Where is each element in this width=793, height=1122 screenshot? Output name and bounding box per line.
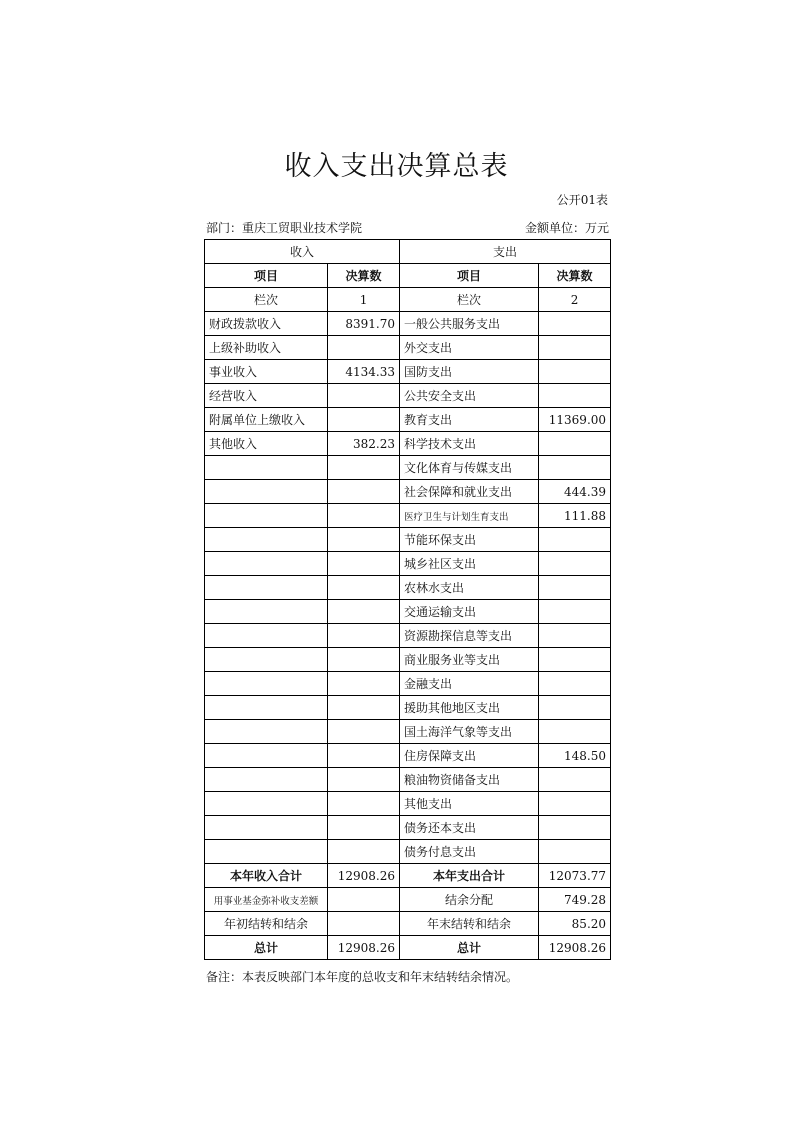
begin-balance-label: 年初结转和结余 — [205, 912, 328, 936]
surplus-dist-value: 749.28 — [539, 888, 611, 912]
income-item-cell — [205, 816, 328, 840]
expense-col-number: 2 — [539, 288, 611, 312]
income-amount-cell — [328, 504, 400, 528]
table-row — [205, 720, 611, 744]
table-row — [205, 648, 611, 672]
expense-item-cell: 债务还本支出 — [400, 816, 539, 840]
expense-amount-cell: 11369.00 — [539, 408, 611, 432]
income-header: 收入 — [205, 240, 400, 264]
expense-amount-cell — [539, 600, 611, 624]
income-total-value: 12908.26 — [328, 864, 400, 888]
expense-col-label: 栏次 — [400, 288, 539, 312]
unit-label: 金额单位：万元 — [524, 221, 609, 235]
income-amount-cell: 8391.70 — [328, 312, 400, 336]
budget-table — [204, 239, 611, 960]
table-row — [205, 504, 611, 528]
income-item-cell — [205, 576, 328, 600]
table-row — [205, 480, 611, 504]
expense-item-cell: 援助其他地区支出 — [400, 696, 539, 720]
income-item-header: 项目 — [205, 264, 328, 288]
expense-item-cell: 文化体育与传媒支出 — [400, 456, 539, 480]
income-amount-cell — [328, 648, 400, 672]
table-row — [205, 360, 611, 384]
expense-amount-cell — [539, 816, 611, 840]
department-label: 部门：重庆工贸职业技术学院 — [206, 221, 363, 235]
expense-item-cell: 节能环保支出 — [400, 528, 539, 552]
grand-total-row — [205, 936, 611, 960]
fund-gap-label: 用事业基金弥补收支差额 — [205, 888, 328, 912]
income-item-cell — [205, 528, 328, 552]
income-amount-cell — [328, 624, 400, 648]
fund-gap-row — [205, 888, 611, 912]
income-amount-cell — [328, 456, 400, 480]
table-row — [205, 840, 611, 864]
income-amount-cell — [328, 528, 400, 552]
income-item-cell — [205, 672, 328, 696]
table-row — [205, 528, 611, 552]
income-item-cell — [205, 744, 328, 768]
income-item-cell: 上级补助收入 — [205, 336, 328, 360]
table-row — [205, 672, 611, 696]
expense-item-cell: 其他支出 — [400, 792, 539, 816]
table-row — [205, 384, 611, 408]
income-amount-cell: 4134.33 — [328, 360, 400, 384]
income-amount-cell — [328, 768, 400, 792]
table-row — [205, 576, 611, 600]
table-row — [205, 408, 611, 432]
income-item-cell — [205, 696, 328, 720]
income-amount-cell — [328, 696, 400, 720]
income-amount-cell — [328, 672, 400, 696]
income-item-cell: 事业收入 — [205, 360, 328, 384]
expense-amount-cell — [539, 624, 611, 648]
income-amount-cell — [328, 336, 400, 360]
expense-amount-cell — [539, 384, 611, 408]
table-row — [205, 792, 611, 816]
expense-amount-cell — [539, 768, 611, 792]
income-amount-cell — [328, 408, 400, 432]
income-item-cell — [205, 720, 328, 744]
table-row — [205, 816, 611, 840]
income-item-cell — [205, 768, 328, 792]
table-row — [205, 432, 611, 456]
meta-line — [206, 219, 609, 236]
expense-amount-cell — [539, 648, 611, 672]
table-row — [205, 696, 611, 720]
income-amount-cell — [328, 576, 400, 600]
end-balance-value: 85.20 — [539, 912, 611, 936]
income-item-cell — [205, 624, 328, 648]
expense-total-label: 本年支出合计 — [400, 864, 539, 888]
expense-item-cell: 公共安全支出 — [400, 384, 539, 408]
expense-item-cell: 教育支出 — [400, 408, 539, 432]
expense-amount-cell — [539, 720, 611, 744]
expense-item-cell: 外交支出 — [400, 336, 539, 360]
expense-total-value: 12073.77 — [539, 864, 611, 888]
expense-item-cell: 城乡社区支出 — [400, 552, 539, 576]
income-amount-header: 决算数 — [328, 264, 400, 288]
expense-item-cell: 交通运输支出 — [400, 600, 539, 624]
grand-income-label: 总计 — [205, 936, 328, 960]
income-item-cell — [205, 840, 328, 864]
expense-amount-cell — [539, 432, 611, 456]
income-amount-cell: 382.23 — [328, 432, 400, 456]
table-row — [205, 456, 611, 480]
annual-total-row — [205, 864, 611, 888]
income-item-cell: 其他收入 — [205, 432, 328, 456]
expense-item-header: 项目 — [400, 264, 539, 288]
expense-amount-cell: 444.39 — [539, 480, 611, 504]
income-item-cell — [205, 600, 328, 624]
expense-item-cell: 科学技术支出 — [400, 432, 539, 456]
table-row — [205, 600, 611, 624]
table-row — [205, 312, 611, 336]
income-amount-cell — [328, 720, 400, 744]
column-index-row — [205, 288, 611, 312]
expense-amount-cell: 148.50 — [539, 744, 611, 768]
expense-amount-cell — [539, 792, 611, 816]
income-item-cell — [205, 504, 328, 528]
section-header-row — [205, 240, 611, 264]
income-item-cell — [205, 480, 328, 504]
table-row — [205, 744, 611, 768]
page-title: 收入支出决算总表 — [284, 151, 509, 182]
expense-amount-cell — [539, 576, 611, 600]
expense-amount-cell — [539, 312, 611, 336]
grand-expense-value: 12908.26 — [539, 936, 611, 960]
expense-amount-header: 决算数 — [539, 264, 611, 288]
expense-item-cell: 医疗卫生与计划生育支出 — [400, 504, 539, 528]
grand-income-value: 12908.26 — [328, 936, 400, 960]
expense-amount-cell — [539, 696, 611, 720]
income-item-cell — [205, 792, 328, 816]
begin-balance-value — [328, 912, 400, 936]
end-balance-label: 年末结转和结余 — [400, 912, 539, 936]
expense-amount-cell — [539, 456, 611, 480]
income-item-cell — [205, 456, 328, 480]
income-col-label: 栏次 — [205, 288, 328, 312]
income-col-number: 1 — [328, 288, 400, 312]
expense-item-cell: 社会保障和就业支出 — [400, 480, 539, 504]
table-row — [205, 336, 611, 360]
income-item-cell: 经营收入 — [205, 384, 328, 408]
income-amount-cell — [328, 480, 400, 504]
expense-item-cell: 一般公共服务支出 — [400, 312, 539, 336]
income-amount-cell — [328, 552, 400, 576]
table-row — [205, 552, 611, 576]
income-amount-cell — [328, 792, 400, 816]
expense-amount-cell — [539, 360, 611, 384]
income-amount-cell — [328, 840, 400, 864]
surplus-dist-label: 结余分配 — [400, 888, 539, 912]
income-item-cell: 附属单位上缴收入 — [205, 408, 328, 432]
balance-row — [205, 912, 611, 936]
form-number: 公开01表 — [556, 193, 608, 207]
income-item-cell — [205, 648, 328, 672]
expense-amount-cell — [539, 840, 611, 864]
expense-amount-cell — [539, 336, 611, 360]
expense-amount-cell — [539, 672, 611, 696]
income-amount-cell — [328, 384, 400, 408]
expense-item-cell: 资源勘探信息等支出 — [400, 624, 539, 648]
table-row — [205, 768, 611, 792]
expense-amount-cell: 111.88 — [539, 504, 611, 528]
expense-amount-cell — [539, 552, 611, 576]
income-amount-cell — [328, 600, 400, 624]
expense-item-cell: 农林水支出 — [400, 576, 539, 600]
expense-item-cell: 粮油物资储备支出 — [400, 768, 539, 792]
expense-item-cell: 商业服务业等支出 — [400, 648, 539, 672]
expense-item-cell: 住房保障支出 — [400, 744, 539, 768]
income-item-cell — [205, 552, 328, 576]
expense-item-cell: 金融支出 — [400, 672, 539, 696]
expense-header: 支出 — [400, 240, 611, 264]
expense-item-cell: 国防支出 — [400, 360, 539, 384]
table-row — [205, 624, 611, 648]
income-amount-cell — [328, 744, 400, 768]
expense-item-cell: 国土海洋气象等支出 — [400, 720, 539, 744]
grand-expense-label: 总计 — [400, 936, 539, 960]
fund-gap-value — [328, 888, 400, 912]
income-amount-cell — [328, 816, 400, 840]
income-total-label: 本年收入合计 — [205, 864, 328, 888]
footnote: 备注：本表反映部门本年度的总收支和年末结转结余情况。 — [206, 970, 519, 984]
column-header-row — [205, 264, 611, 288]
expense-amount-cell — [539, 528, 611, 552]
expense-item-cell: 债务付息支出 — [400, 840, 539, 864]
income-item-cell: 财政拨款收入 — [205, 312, 328, 336]
